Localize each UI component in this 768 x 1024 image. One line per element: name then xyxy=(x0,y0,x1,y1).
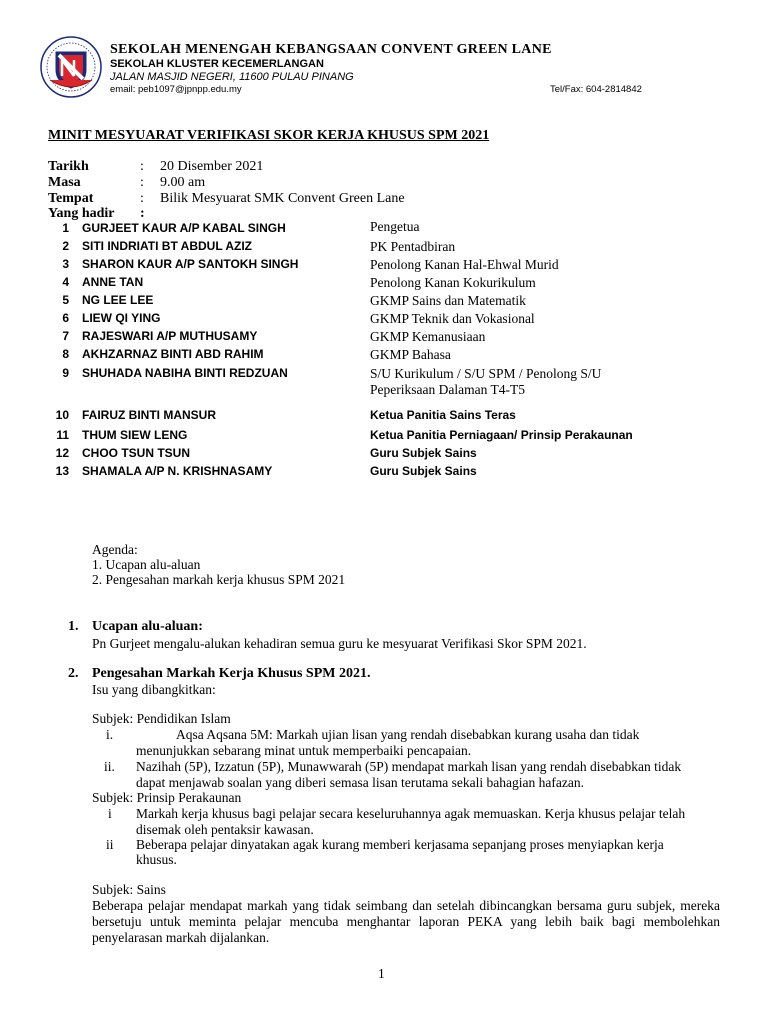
subject-paragraph: Beberapa pelajar mendapat markah yang tidak seimbang dan setelah dibincangkan bersama guru subjek, mereka bersetuju untuk meminta pelajar mencuba menghantar laporan PEKA yang lebih baik bagi membolehkan penyelarasan markah dijalankan. xyxy=(92,898,720,945)
attendee-number: 3 xyxy=(62,257,69,271)
attendee-row xyxy=(0,347,768,365)
attendee-role: GKMP Kemanusiaan xyxy=(370,329,486,344)
attendee-number: 4 xyxy=(62,275,69,289)
attendee-number: 1 xyxy=(62,221,69,235)
attendee-role: GKMP Bahasa xyxy=(370,347,451,362)
school-phone: Tel/Fax: 604-2814842 xyxy=(550,84,642,95)
attendee-name: NG LEE LEE xyxy=(82,293,154,307)
meta-label: Masa xyxy=(48,175,81,190)
attendee-role: Ketua Panitia Perniagaan/ Prinsip Perakaunan xyxy=(370,428,633,442)
meta-colon: : xyxy=(140,175,144,190)
attendee-name: SHARON KAUR A/P SANTOKH SINGH xyxy=(82,257,299,271)
section-heading: Ucapan alu-aluan: xyxy=(92,619,203,634)
attendee-row xyxy=(0,464,768,482)
attendee-name: SITI INDRIATI BT ABDUL AZIZ xyxy=(82,239,252,253)
attendee-role: Guru Subjek Sains xyxy=(370,464,477,478)
attendee-number: 13 xyxy=(55,464,69,478)
list-item-text: Beberapa pelajar dinyatakan agak kurang memberi kerjasama sepanjang proses menyiapkan kerja xyxy=(136,837,664,852)
meta-label: Yang hadir xyxy=(48,206,115,221)
attendee-role: Peperiksaan Dalaman T4-T5 xyxy=(370,382,525,397)
attendee-role: Pengetua xyxy=(370,219,420,234)
agenda-item: 1. Ucapan alu-aluan xyxy=(92,557,201,572)
subject-label: Subjek: Sains xyxy=(92,882,166,897)
school-name: SEKOLAH MENENGAH KEBANGSAAN CONVENT GREEN LANE xyxy=(110,42,552,57)
list-item-text: disemak oleh pentaksir kawasan. xyxy=(136,822,314,837)
meta-label: Tempat xyxy=(48,191,94,206)
attendee-row xyxy=(0,446,768,464)
meta-colon: : xyxy=(140,159,144,174)
attendee-name: GURJEET KAUR A/P KABAL SINGH xyxy=(82,221,286,235)
list-item-text: Aqsa Aqsana 5M: Markah ujian lisan yang rendah disebabkan kurang usaha dan tidak xyxy=(176,727,640,742)
attendee-row xyxy=(0,366,768,402)
attendee-row xyxy=(0,221,768,239)
attendee-name: THUM SIEW LENG xyxy=(82,428,188,442)
attendee-number: 11 xyxy=(56,428,69,442)
attendee-name: FAIRUZ BINTI MANSUR xyxy=(82,408,216,422)
attendee-role: Ketua Panitia Sains Teras xyxy=(370,408,516,422)
agenda-item: 2. Pengesahan markah kerja khusus SPM 2021 xyxy=(92,572,346,587)
meta-colon: : xyxy=(140,206,145,221)
list-item-text: menunjukkan sebarang minat untuk memperbaiki pencapaian. xyxy=(136,743,472,758)
section-number: 1. xyxy=(68,619,79,634)
meta-value: 20 Disember 2021 xyxy=(160,159,264,174)
attendee-number: 6 xyxy=(62,311,69,325)
list-item-text: Nazihah (5P), Izzatun (5P), Munawwarah (5P) mendapat markah lisan yang rendah disebabkan tidak xyxy=(136,759,682,774)
attendee-number: 10 xyxy=(55,408,69,422)
attendee-name: CHOO TSUN TSUN xyxy=(82,446,190,460)
meta-label: Tarikh xyxy=(48,159,89,174)
section-text: Pn Gurjeet mengalu-alukan kehadiran semua guru ke mesyuarat Verifikasi Skor SPM 2021. xyxy=(92,636,587,651)
list-item-text: khusus. xyxy=(136,852,177,867)
subject-label: Subjek: Prinsip Perakaunan xyxy=(92,790,242,805)
attendee-row xyxy=(0,428,768,446)
attendee-number: 7 xyxy=(62,329,69,343)
section-number: 2. xyxy=(68,666,79,681)
attendee-role: S/U Kurikulum / S/U SPM / Penolong S/U xyxy=(370,366,602,381)
attendee-role: GKMP Sains dan Matematik xyxy=(370,293,526,308)
attendee-name: SHUHADA NABIHA BINTI REDZUAN xyxy=(82,366,288,380)
attendee-row xyxy=(0,311,768,329)
meta-value: 9.00 am xyxy=(160,175,206,190)
document-title: MINIT MESYUARAT VERIFIKASI SKOR KERJA KHUSUS SPM 2021 xyxy=(48,128,490,143)
list-item-text: dapat menjawab soalan yang diberi semasa lisan terutama sekali bahagian hafazan. xyxy=(136,775,584,790)
subject-label: Subjek: Pendidikan Islam xyxy=(92,711,231,726)
list-marker: ii xyxy=(106,837,114,852)
issues-label: Isu yang dibangkitkan: xyxy=(92,682,216,697)
attendee-row xyxy=(0,408,768,426)
meta-value: Bilik Mesyuarat SMK Convent Green Lane xyxy=(160,191,405,206)
attendee-role: Penolong Kanan Kokurikulum xyxy=(370,275,536,290)
attendee-role: Penolong Kanan Hal-Ehwal Murid xyxy=(370,257,559,272)
attendee-number: 9 xyxy=(62,366,69,380)
meta-colon: : xyxy=(140,191,144,206)
attendee-name: AKHZARNAZ BINTI ABD RAHIM xyxy=(82,347,264,361)
attendee-row xyxy=(0,239,768,257)
section-heading: Pengesahan Markah Kerja Khusus SPM 2021. xyxy=(92,666,371,681)
attendee-number: 5 xyxy=(62,293,69,307)
attendee-row xyxy=(0,275,768,293)
attendee-name: SHAMALA A/P N. KRISHNASAMY xyxy=(82,464,273,478)
attendee-role: GKMP Teknik dan Vokasional xyxy=(370,311,535,326)
attendee-name: RAJESWARI A/P MUTHUSAMY xyxy=(82,329,258,343)
attendee-row xyxy=(0,293,768,311)
school-address: JALAN MASJID NEGERI, 11600 PULAU PINANG xyxy=(110,71,354,83)
school-cluster: SEKOLAH KLUSTER KECEMERLANGAN xyxy=(110,58,324,70)
attendee-number: 12 xyxy=(55,446,69,460)
list-marker: ii. xyxy=(104,759,115,774)
attendee-name: LIEW QI YING xyxy=(82,311,161,325)
attendee-role: PK Pentadbiran xyxy=(370,239,456,254)
attendee-row xyxy=(0,257,768,275)
attendee-name: ANNE TAN xyxy=(82,275,144,289)
attendee-row xyxy=(0,329,768,347)
attendee-number: 2 xyxy=(62,239,69,253)
school-email: email: peb1097@jpnpp.edu.my xyxy=(110,84,242,95)
list-marker: i xyxy=(108,806,112,821)
school-crest-icon xyxy=(40,36,102,98)
attendee-role: Guru Subjek Sains xyxy=(370,446,477,460)
page-number: 1 xyxy=(378,966,385,981)
attendee-number: 8 xyxy=(62,347,69,361)
list-marker: i. xyxy=(106,727,114,742)
list-item-text: Markah kerja khusus bagi pelajar secara keseluruhannya agak memuaskan. Kerja khusus pelajar telah xyxy=(136,806,686,821)
agenda-heading: Agenda: xyxy=(92,542,138,557)
